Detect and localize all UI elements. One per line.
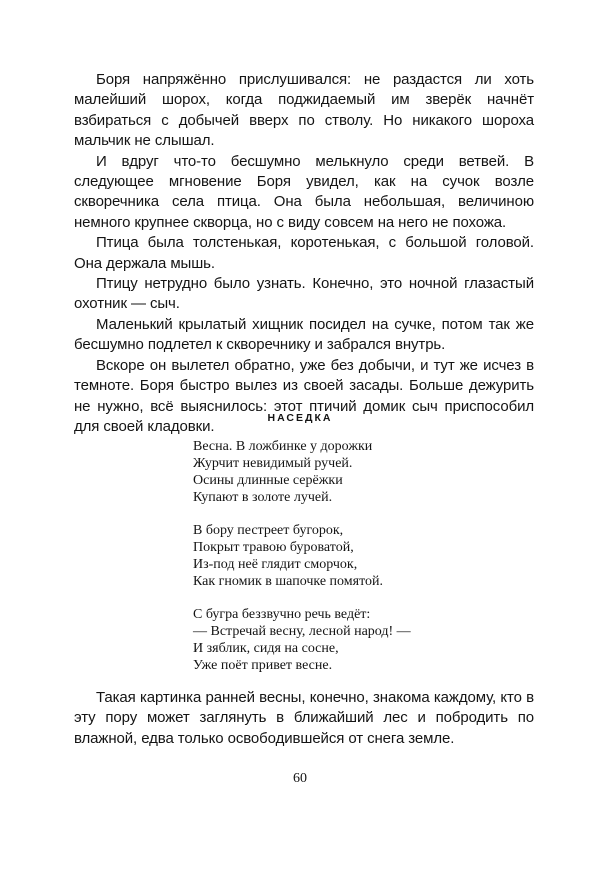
poem-line: В бору пестреет бугорок, xyxy=(193,523,344,538)
poem-stanza xyxy=(193,606,513,674)
paragraph: Такая картинка ранней весны, конечно, знакома каждому, кто в эту пору может заглянуть в ближайший лес и побродить по влажной, едва только освободившейся от снега земле. xyxy=(74,689,534,747)
poem-line: С бугра беззвучно речь ведёт: xyxy=(193,607,371,622)
poem-line: Покрыт травою буроватой, xyxy=(193,540,354,555)
section-title: НАСЕДКА xyxy=(267,412,333,424)
page-number: 60 xyxy=(293,771,307,786)
prose-block-top xyxy=(74,70,534,437)
poem-line: Купают в золоте лучей. xyxy=(193,490,333,505)
poem-stanza xyxy=(193,522,513,590)
paragraph: Маленький крылатый хищник посидел на сучке, потом так же бесшумно подлетел к скворечнику и забрался внутрь. xyxy=(74,315,534,354)
paragraph: Птицу нетрудно было узнать. Конечно, это ночной глазастый охотник — сыч. xyxy=(74,275,534,313)
paragraph: Боря напряжённо прислушивался: не раздастся ли хоть малейший шорох, когда поджидаемый им зверёк начнёт взбираться с добычей вверх по стволу. Но никакого шороха мальчик не слышал. xyxy=(74,71,534,150)
paragraph: И вдруг что-то бесшумно мелькнуло среди ветвей. В следующее мгновение Боря увидел, как на сучок возле скворечника села птица. Она была небольшая, величиною немного крупнее скворца, но с виду совсем на него не похожа. xyxy=(74,152,534,231)
poem-line: Осины длинные серёжки xyxy=(193,473,343,488)
poem-line: Журчит невидимый ручей. xyxy=(193,456,353,471)
poem-line: Уже поёт привет весне. xyxy=(193,658,333,673)
prose-block-bottom xyxy=(74,688,534,749)
poem-line: И зяблик, сидя на сосне, xyxy=(193,641,339,656)
poem xyxy=(193,438,513,690)
poem-line: Из-под неё глядит сморчок, xyxy=(193,557,358,572)
poem-line: — Встречай весну, лесной народ! — xyxy=(193,624,411,639)
poem-stanza xyxy=(193,438,513,506)
paragraph: Вскоре он вылетел обратно, уже без добычи, и тут же исчез в темноте. Боря быстро вылез из своей засады. Больше дежурить не нужно, всё выяснилось: этот птичий домик сыч приспособил для своей кладовки. xyxy=(74,356,534,435)
poem-line: Весна. В ложбинке у дорожки xyxy=(193,439,373,454)
paragraph: Птица была толстенькая, коротенькая, с большой головой. Она держала мышь. xyxy=(74,234,534,272)
poem-line: Как гномик в шапочке помятой. xyxy=(193,574,383,589)
